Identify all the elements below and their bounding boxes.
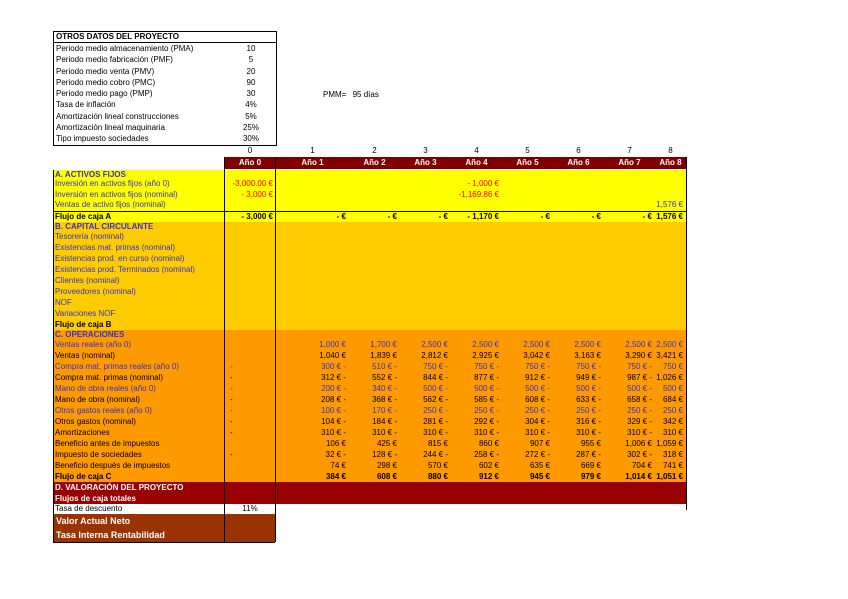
- table-row: [53, 449, 686, 460]
- row-cell: - €: [336, 211, 346, 221]
- row-cell: 1,006 €: [625, 438, 652, 448]
- row-cell: 310 € -: [576, 427, 601, 437]
- row-label: Compra mat. primas (nominal): [55, 372, 164, 382]
- row-label: Variaciones NOF: [55, 308, 116, 318]
- row-cell: 425 €: [376, 438, 397, 448]
- param-label: Tasa de inflación: [56, 100, 116, 110]
- row-cell: 500 € -: [423, 383, 448, 393]
- row-cell: 658 € -: [627, 394, 652, 404]
- tasa-label: Tasa de descuento: [55, 503, 123, 513]
- row-cell: 384 €: [325, 471, 346, 481]
- row-label: Existencias mat. primas (nominal): [55, 242, 176, 252]
- row-cell: 860 €: [478, 438, 499, 448]
- column-index: 4: [474, 146, 479, 155]
- year-header: Año 7: [618, 158, 641, 167]
- flujos-totales-row: [53, 493, 686, 504]
- row-cell: 750 € -: [525, 361, 550, 371]
- table-row: [53, 264, 686, 275]
- section-a-title: [53, 170, 686, 179]
- row-label: Otros gastos reales (año 0): [55, 405, 152, 415]
- row-cell: 1,026 €: [656, 372, 683, 382]
- pmm-value: 95 días: [352, 90, 379, 99]
- table-row: [53, 383, 686, 394]
- row-cell: 500 €: [662, 383, 683, 393]
- row-label: A. ACTIVOS FIJOS: [55, 170, 126, 179]
- row-cell: - 1,170 €: [467, 211, 499, 221]
- row-cell: 2,812 €: [421, 350, 448, 360]
- row-cell: 312 € -: [321, 372, 346, 382]
- row-cell: - 3,000 €: [241, 211, 273, 221]
- border-left: [53, 170, 54, 542]
- table-row: [53, 339, 686, 350]
- row-label: Inversión en activos fijos (año 0): [55, 179, 170, 188]
- row-cell: 877 € -: [474, 372, 499, 382]
- param-row: [54, 122, 276, 133]
- table-row: [53, 372, 686, 383]
- row-cell: 3,163 €: [574, 350, 601, 360]
- row-cell: 292 € -: [474, 416, 499, 426]
- row-cell: 2,500 €: [625, 339, 652, 349]
- row-cell: 106 €: [325, 438, 346, 448]
- row-cell: - €: [387, 211, 397, 221]
- row-cell: 2,500 €: [421, 339, 448, 349]
- row-cell: 244 € -: [423, 449, 448, 459]
- row-cell: - 1,000 €: [467, 179, 499, 188]
- row-cell: 310 € -: [474, 427, 499, 437]
- table-row: [53, 350, 686, 361]
- row-cell: 815 €: [427, 438, 448, 448]
- param-value: 5: [248, 55, 254, 65]
- row-cell: 310 € -: [423, 427, 448, 437]
- row-label: Flujo de caja A: [55, 211, 112, 221]
- row-label: Existencias prod. Terminados (nominal): [55, 264, 195, 274]
- row-cell: 945 €: [529, 471, 550, 481]
- row-cell: - 3,000 €: [241, 189, 273, 199]
- row-cell: 2,500 €: [523, 339, 550, 349]
- row-cell: 302 € -: [627, 449, 652, 459]
- row-cell: 570 €: [427, 460, 448, 470]
- tasa-row: [53, 504, 275, 514]
- table-row: [53, 438, 686, 449]
- row-label: Flujo de caja C: [55, 471, 112, 481]
- param-label: Periodo medio pago (PMP): [56, 89, 153, 99]
- row-cell: 250 €: [662, 405, 683, 415]
- row-cell: 1,051 €: [656, 471, 683, 481]
- row-cell: 2,500 €: [472, 339, 499, 349]
- tasa-value: 11%: [242, 503, 258, 513]
- row-cell: 500 € -: [474, 383, 499, 393]
- param-value: 90: [246, 77, 256, 87]
- project-params-box: [53, 31, 277, 146]
- param-row: [54, 77, 276, 88]
- row-label: Ventas (nominal): [55, 350, 116, 360]
- row-cell: 585 € -: [474, 394, 499, 404]
- row-cell: 368 € -: [372, 394, 397, 404]
- row-cell: 844 € -: [423, 372, 448, 382]
- row-cell: 669 €: [580, 460, 601, 470]
- table-row: [53, 471, 686, 482]
- row-cell: -: [230, 383, 233, 393]
- row-cell: 3,042 €: [523, 350, 550, 360]
- row-cell: -1,169.86 €: [458, 189, 499, 199]
- border-right: [686, 157, 687, 510]
- param-value: 30%: [242, 134, 259, 144]
- params-title: OTROS DATOS DEL PROYECTO: [54, 32, 276, 43]
- row-label: Ventas reales (año 0): [55, 339, 132, 349]
- year-header: Año 6: [567, 158, 590, 167]
- row-cell: -: [230, 416, 233, 426]
- row-cell: 2,925 €: [472, 350, 499, 360]
- row-cell: 684 €: [662, 394, 683, 404]
- row-cell: 310 € -: [372, 427, 397, 437]
- row-cell: 955 €: [580, 438, 601, 448]
- row-cell: 750 € -: [576, 361, 601, 371]
- param-value: 30: [246, 89, 256, 99]
- param-label: Tipo impuesto sociedades: [56, 134, 149, 144]
- row-cell: 32 € -: [325, 449, 346, 459]
- param-label: Periodo medio almacenamiento (PMA): [56, 44, 194, 53]
- row-label: Proveedores (nominal): [55, 286, 136, 296]
- row-cell: 170 € -: [372, 405, 397, 415]
- row-cell: 340 € -: [372, 383, 397, 393]
- row-cell: 633 € -: [576, 394, 601, 404]
- param-row: [54, 66, 276, 77]
- row-cell: - €: [540, 211, 550, 221]
- border-col1: [275, 157, 276, 542]
- row-label: Beneficio después de impuestos: [55, 460, 171, 470]
- row-cell: 310 € -: [627, 427, 652, 437]
- row-cell: -3,000.00 €: [232, 179, 273, 188]
- year-header: Año 8: [659, 158, 682, 167]
- row-label: Flujos de caja totales: [55, 493, 136, 503]
- row-cell: 100 € -: [321, 405, 346, 415]
- row-label: Inversión en activos fijos (nominal): [55, 189, 178, 199]
- column-index: 1: [310, 146, 315, 155]
- row-label: D. VALORACIÓN DEL PROYECTO: [55, 482, 184, 492]
- row-cell: 750 € -: [474, 361, 499, 371]
- table-row: [53, 286, 686, 297]
- table-row: [53, 253, 686, 264]
- row-cell: 1,576 €: [656, 211, 683, 221]
- param-row: [54, 111, 276, 122]
- row-cell: 128 € -: [372, 449, 397, 459]
- row-cell: -: [230, 372, 233, 382]
- row-label: Mano de obra (nominal): [55, 394, 140, 404]
- row-cell: 250 € -: [525, 405, 550, 415]
- row-cell: 342 €: [662, 416, 683, 426]
- row-cell: 1,700 €: [370, 339, 397, 349]
- row-cell: 208 € -: [321, 394, 346, 404]
- nof-row: [53, 297, 686, 308]
- row-cell: 310 € -: [525, 427, 550, 437]
- param-label: Amortización lineal maquinaria: [56, 123, 165, 133]
- row-label: Mano de obra reales (año 0): [55, 383, 156, 393]
- row-cell: 272 € -: [525, 449, 550, 459]
- row-cell: 104 € -: [321, 416, 346, 426]
- tir-label: Tasa Interna Rentabilidad: [56, 529, 165, 540]
- year-header: Año 2: [363, 158, 386, 167]
- param-label: Periodo medio cobro (PMC): [56, 77, 156, 87]
- flujo-a-row: [53, 211, 686, 222]
- param-row: [54, 43, 276, 54]
- row-label: C. OPERACIONES: [55, 329, 125, 339]
- row-cell: -: [230, 449, 233, 459]
- row-cell: 608 € -: [525, 394, 550, 404]
- param-label: Amortización lineal construcciones: [56, 111, 179, 121]
- column-index: 0: [247, 146, 253, 155]
- row-cell: 1,000 €: [319, 339, 346, 349]
- row-cell: 1,839 €: [370, 350, 397, 360]
- table-row: [53, 394, 686, 405]
- flujo-b-row: [53, 319, 686, 330]
- row-cell: 510 € -: [372, 361, 397, 371]
- row-cell: 750 € -: [423, 361, 448, 371]
- row-cell: 250 € -: [423, 405, 448, 415]
- row-cell: 298 €: [376, 460, 397, 470]
- table-row: [53, 231, 686, 242]
- column-index: 3: [423, 146, 428, 155]
- row-cell: 608 €: [376, 471, 397, 481]
- row-cell: 880 €: [427, 471, 448, 481]
- tir-row: [53, 528, 275, 542]
- row-cell: - €: [642, 211, 652, 221]
- row-label: Impuesto de sociedades: [55, 449, 142, 459]
- row-cell: 741 €: [662, 460, 683, 470]
- divider: [53, 542, 275, 543]
- row-cell: 1,059 €: [656, 438, 683, 448]
- row-label: Flujo de caja B: [55, 319, 112, 329]
- row-cell: 310 € -: [321, 427, 346, 437]
- row-cell: 304 € -: [525, 416, 550, 426]
- row-cell: 281 € -: [423, 416, 448, 426]
- param-value: 10: [246, 44, 256, 53]
- column-index: 6: [576, 146, 581, 155]
- year-header: Año 3: [414, 158, 437, 167]
- table-row: [53, 416, 686, 427]
- row-cell: 310 €: [662, 427, 683, 437]
- table-row: [53, 190, 686, 201]
- van-row: [53, 514, 275, 528]
- param-value: 5%: [245, 111, 257, 121]
- table-row: [53, 427, 686, 438]
- row-cell: -: [230, 405, 233, 415]
- param-row: [54, 133, 276, 144]
- section-d-title: [53, 482, 686, 493]
- row-label: Tesorería (nominal): [55, 231, 124, 241]
- border-col0: [224, 157, 225, 542]
- row-cell: 1,040 €: [319, 350, 346, 360]
- section-b-title: [53, 222, 686, 231]
- row-cell: 552 € -: [372, 372, 397, 382]
- row-cell: 316 € -: [576, 416, 601, 426]
- row-label: Ventas de activo fijos (nominal): [55, 200, 166, 209]
- row-cell: 987 € -: [627, 372, 652, 382]
- param-label: Periodo medio venta (PMV): [56, 66, 155, 76]
- pmm-label: PMM=: [323, 90, 347, 99]
- param-value: 20: [246, 66, 256, 76]
- param-row: [54, 99, 276, 110]
- row-cell: 200 € -: [321, 383, 346, 393]
- row-cell: 2,500 €: [574, 339, 601, 349]
- table-row: [53, 460, 686, 471]
- table-row: [53, 405, 686, 416]
- table-row: [53, 242, 686, 253]
- row-cell: - €: [591, 211, 601, 221]
- year-header: Año 4: [465, 158, 488, 167]
- row-label: Amortizaciones: [55, 427, 110, 437]
- pmm-readout: [323, 90, 379, 99]
- row-label: B. CAPITAL CIRCULANTE: [55, 221, 154, 231]
- row-cell: 907 €: [529, 438, 550, 448]
- row-cell: 949 € -: [576, 372, 601, 382]
- row-cell: 750 € -: [627, 361, 652, 371]
- row-cell: 912 € -: [525, 372, 550, 382]
- row-cell: 250 € -: [576, 405, 601, 415]
- row-cell: 2,500 €: [656, 339, 683, 349]
- row-cell: 318 €: [662, 449, 683, 459]
- row-cell: 300 € -: [321, 361, 346, 371]
- column-index: 2: [372, 146, 377, 155]
- row-label: Otros gastos (nominal): [55, 416, 136, 426]
- row-cell: 329 € -: [627, 416, 652, 426]
- section-c-title: [53, 330, 686, 339]
- param-row: [54, 54, 276, 65]
- row-label: Compra mat. primas reales (año 0): [55, 361, 180, 371]
- van-label: Valor Actual Neto: [56, 515, 131, 526]
- row-cell: -: [230, 427, 233, 437]
- row-label: Existencias prod. en curso (nominal): [55, 253, 185, 263]
- table-row: [53, 275, 686, 286]
- row-cell: 562 € -: [423, 394, 448, 404]
- row-cell: 3,421 €: [656, 350, 683, 360]
- year-header: Año 0: [238, 158, 262, 167]
- year-header: Año 1: [301, 158, 324, 167]
- row-cell: 979 €: [580, 471, 601, 481]
- row-cell: 500 € -: [525, 383, 550, 393]
- column-index: 8: [668, 146, 673, 155]
- table-row: [53, 200, 686, 211]
- divider: [53, 211, 686, 212]
- row-cell: 250 € -: [627, 405, 652, 415]
- row-cell: 500 € -: [627, 383, 652, 393]
- row-cell: 3,290 €: [625, 350, 652, 360]
- table-row: [53, 179, 686, 190]
- year-header: Año 5: [516, 158, 539, 167]
- row-cell: 250 € -: [474, 405, 499, 415]
- row-cell: 704 €: [631, 460, 652, 470]
- row-cell: 750 €: [662, 361, 683, 371]
- param-value: 25%: [242, 123, 259, 133]
- table-row: [53, 361, 686, 372]
- var-nof-row: [53, 308, 686, 319]
- row-cell: -: [230, 394, 233, 404]
- row-cell: 500 € -: [576, 383, 601, 393]
- column-index: 7: [627, 146, 632, 155]
- row-cell: 184 € -: [372, 416, 397, 426]
- row-cell: 602 €: [478, 460, 499, 470]
- column-index: 5: [525, 146, 530, 155]
- row-label: Beneficio antes de impuestos: [55, 438, 160, 448]
- row-cell: 1,576 €: [656, 200, 683, 209]
- row-cell: - €: [438, 211, 448, 221]
- row-cell: 1,014 €: [625, 471, 652, 481]
- row-label: Clientes (nominal): [55, 275, 120, 285]
- row-cell: 912 €: [478, 471, 499, 481]
- row-cell: 287 € -: [576, 449, 601, 459]
- param-row: [54, 88, 276, 99]
- row-cell: 635 €: [529, 460, 550, 470]
- row-cell: 258 € -: [474, 449, 499, 459]
- row-cell: -: [230, 361, 233, 371]
- param-label: Periodo medio fabricación (PMF): [56, 55, 173, 65]
- row-label: NOF: [55, 297, 72, 307]
- row-cell: 74 €: [330, 460, 346, 470]
- param-value: 4%: [245, 100, 257, 110]
